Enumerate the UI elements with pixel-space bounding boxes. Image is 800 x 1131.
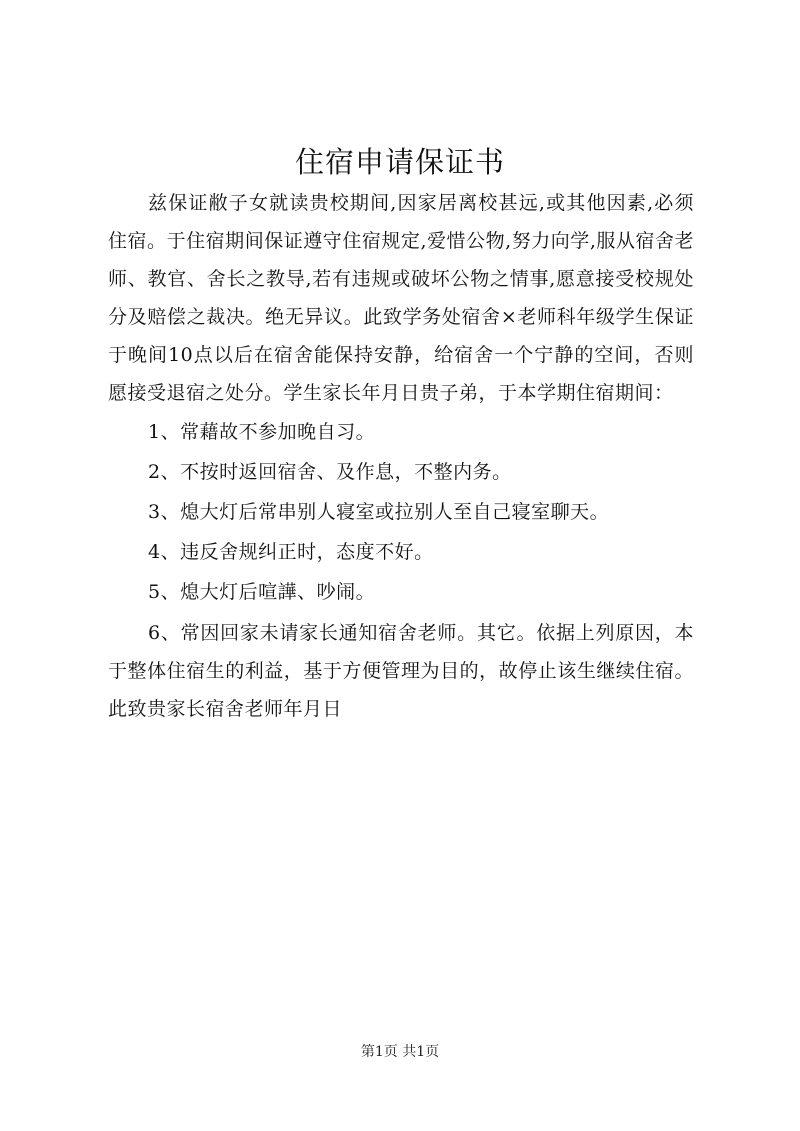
list-item: 1、常藉故不参加晚自习。 — [148, 421, 376, 443]
list-item: 3、熄大灯后常串别人寝室或拉别人至自己寝室聊天。 — [148, 501, 610, 523]
list-item: 6、常因回家未请家长通知宿舍老师。其它。依据上列原因，本于整体住宿生的利益，基于方便管理为目的，故停止该生继续住宿。此致贵家长宿舍老师年月日 — [108, 622, 694, 720]
page-footer: 第1页 共1页 — [360, 1044, 440, 1060]
list-item: 2、不按时返回宿舍、及作息，不整内务。 — [148, 461, 512, 483]
document-title: 住宿申请保证书 — [294, 145, 505, 179]
document-body — [108, 184, 694, 728]
intro-paragraph: 兹保证敝子女就读贵校期间,因家居离校甚远,或其他因素,必须住宿。于住宿期间保证遵守住宿规定,爱惜公物,努力向学,服从宿舍老师、教官、舍长之教导,若有违规或破坏公物之情事,愿意接受校规处分及赔偿之裁决。绝无异议。此致学务处宿舍×老师科年级学生保证于晚间10点以后在宿舍能保持安静，给宿舍一个宁静的空间，否则愿接受退宿之处分。学生家长年月日贵子弟，于本学期住宿期间： — [108, 192, 694, 404]
list-item: 4、违反舍规纠正时，态度不好。 — [148, 541, 434, 563]
list-item: 5、熄大灯后喧譁、吵闹。 — [148, 581, 376, 603]
